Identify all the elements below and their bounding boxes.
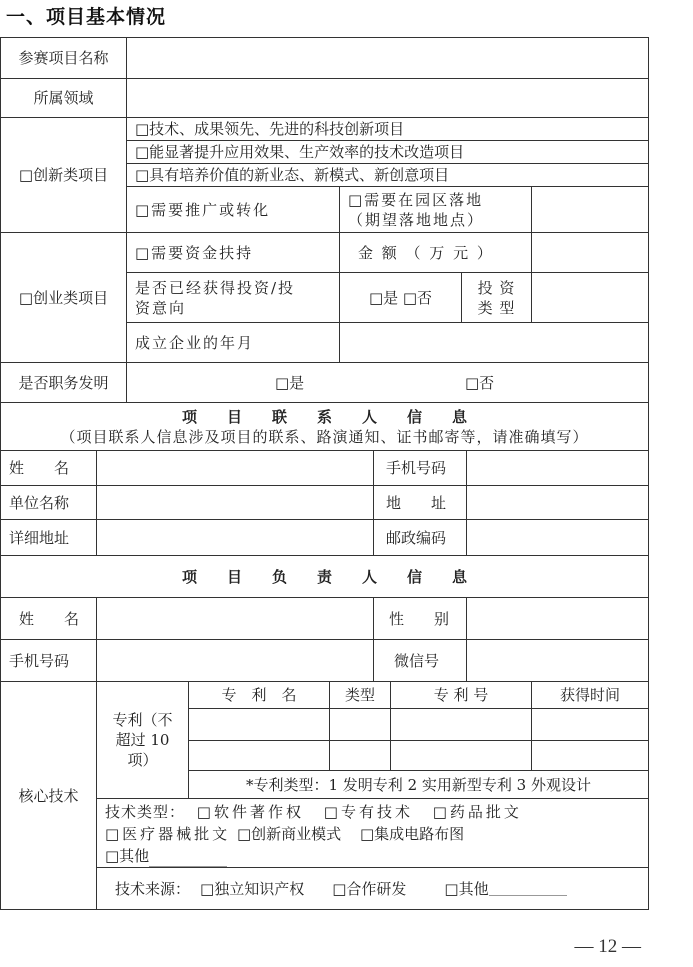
- investment-question-line1: 是否已经获得投资/投: [135, 278, 296, 297]
- funding-support-checkbox[interactable]: □需要资金扶持: [126, 232, 340, 273]
- established-date-label: 成立企业的年月: [126, 322, 340, 363]
- patent-label-line2: 超过 10: [115, 731, 170, 749]
- leader-name-input[interactable]: [96, 597, 374, 640]
- investment-type-label-line2: 类 型: [477, 298, 516, 317]
- tech-type-line3: [105, 845, 640, 867]
- investment-type-label: [461, 272, 532, 323]
- patent-row-1-number-input[interactable]: [390, 708, 532, 741]
- tech-source-other-input[interactable]: [489, 881, 567, 896]
- leader-wechat-input[interactable]: [466, 639, 649, 682]
- contact-detail-address-input[interactable]: [96, 519, 374, 556]
- contact-phone-input[interactable]: [466, 450, 649, 486]
- tech-type-software-copyright-checkbox[interactable]: □软件著作权: [196, 803, 304, 821]
- amount-label: 金 额 （ 万 元 ）: [339, 232, 532, 273]
- patent-label-line3: 项）: [127, 751, 158, 769]
- tech-type-medical-device-checkbox[interactable]: □医疗器械批文: [105, 825, 231, 843]
- contact-phone-label: 手机号码: [373, 450, 467, 486]
- service-invention-yes-checkbox[interactable]: □是: [275, 374, 305, 392]
- tech-type-line1: [105, 801, 640, 823]
- established-date-input[interactable]: [339, 322, 649, 363]
- contact-info-note: （项目联系人信息涉及项目的联系、路演通知、证书邮寄等，请准确填写）: [60, 427, 589, 446]
- project-name-input[interactable]: [126, 37, 649, 79]
- field-input[interactable]: [126, 78, 649, 118]
- contact-name-input[interactable]: [96, 450, 374, 486]
- startup-category-checkbox[interactable]: □创业类项目: [0, 232, 127, 363]
- investment-yes-no-checkbox[interactable]: □是 □否: [339, 272, 462, 323]
- contact-postcode-label: 邮政编码: [373, 519, 467, 556]
- patent-row-2-name-input[interactable]: [188, 740, 330, 771]
- patent-col-number: 专 利 号: [390, 681, 532, 709]
- investment-type-input[interactable]: [531, 272, 649, 323]
- park-landing-label: □需要在园区落地: [348, 190, 484, 209]
- patent-row-1-type-input[interactable]: [329, 708, 391, 741]
- tech-type-other-checkbox[interactable]: □其他: [105, 847, 150, 865]
- tech-source-other-checkbox[interactable]: □其他: [444, 879, 489, 898]
- tech-type-proprietary-checkbox[interactable]: □专有技术: [323, 803, 413, 821]
- innovation-option-tech-upgrade[interactable]: □能显著提升应用效果、生产效率的技术改造项目: [126, 140, 649, 164]
- contact-name-label: 姓 名: [0, 450, 97, 486]
- patent-row-2-date-input[interactable]: [531, 740, 649, 771]
- promote-transform-checkbox[interactable]: □需要推广或转化: [126, 186, 340, 233]
- tech-type-label: 技术类型：: [105, 803, 186, 821]
- tech-type-section: [96, 798, 649, 868]
- leader-gender-input[interactable]: [466, 597, 649, 640]
- tech-type-line2: [105, 823, 640, 845]
- investment-type-label-line1: 投 资: [477, 278, 516, 297]
- tech-source-independent-checkbox[interactable]: □独立知识产权: [200, 879, 305, 898]
- section-title: 一、项目基本情况: [6, 6, 167, 28]
- patent-row-1-name-input[interactable]: [188, 708, 330, 741]
- leader-info-header: 项 目 负 责 人 信 息: [0, 555, 649, 598]
- innovation-option-new-model[interactable]: □具有培养价值的新业态、新模式、新创意项目: [126, 163, 649, 187]
- tech-type-other-input[interactable]: [149, 852, 227, 867]
- leader-phone-label: 手机号码: [0, 639, 97, 682]
- tech-source-section: [96, 867, 649, 910]
- contact-detail-address-label: 详细地址: [0, 519, 97, 556]
- investment-question-line2: 资意向: [135, 298, 187, 317]
- tech-type-ic-layout-checkbox[interactable]: □集成电路布图: [359, 825, 465, 843]
- patent-label-line1: 专利（不: [112, 711, 173, 729]
- service-invention-label: 是否职务发明: [0, 362, 127, 403]
- patent-label: [96, 681, 189, 799]
- leader-name-label: 姓 名: [0, 597, 97, 640]
- tech-source-cooperation-checkbox[interactable]: □合作研发: [332, 879, 407, 898]
- contact-address-input[interactable]: [466, 485, 649, 520]
- leader-phone-input[interactable]: [96, 639, 374, 682]
- investment-question: [126, 272, 340, 323]
- patent-col-name: 专 利 名: [188, 681, 330, 709]
- tech-type-drug-approval-checkbox[interactable]: □药品批文: [432, 803, 522, 821]
- core-tech-label: 核心技术: [0, 681, 97, 910]
- patent-row-2-number-input[interactable]: [390, 740, 532, 771]
- patent-type-note: *专利类型：1 发明专利 2 实用新型专利 3 外观设计: [188, 770, 649, 799]
- park-landing-checkbox[interactable]: [339, 186, 532, 233]
- contact-postcode-input[interactable]: [466, 519, 649, 556]
- project-name-label: 参赛项目名称: [0, 37, 127, 79]
- page-number: — 12 —: [574, 936, 641, 957]
- contact-address-label: 地 址: [373, 485, 467, 520]
- leader-gender-label: 性 别: [373, 597, 467, 640]
- contact-info-header: [0, 402, 649, 451]
- contact-info-title: 项 目 联 系 人 信 息: [181, 407, 467, 426]
- landing-location-input[interactable]: [531, 186, 649, 233]
- field-label: 所属领域: [0, 78, 127, 118]
- innovation-option-tech-leading[interactable]: □技术、成果领先、先进的科技创新项目: [126, 117, 649, 141]
- amount-input[interactable]: [531, 232, 649, 273]
- tech-source-label: 技术来源：: [115, 879, 191, 898]
- service-invention-no-checkbox[interactable]: □否: [465, 374, 495, 392]
- patent-col-type: 类型: [329, 681, 391, 709]
- leader-wechat-label: 微信号: [373, 639, 467, 682]
- service-invention-row: [126, 362, 649, 403]
- innovation-category-checkbox[interactable]: □创新类项目: [0, 117, 127, 233]
- contact-org-label: 单位名称: [0, 485, 97, 520]
- tech-type-business-model-checkbox[interactable]: □创新商业模式: [236, 825, 342, 843]
- patent-row-1-date-input[interactable]: [531, 708, 649, 741]
- patent-row-2-type-input[interactable]: [329, 740, 391, 771]
- patent-col-date: 获得时间: [531, 681, 649, 709]
- park-landing-hint: （期望落地地点）: [348, 210, 485, 229]
- contact-org-input[interactable]: [96, 485, 374, 520]
